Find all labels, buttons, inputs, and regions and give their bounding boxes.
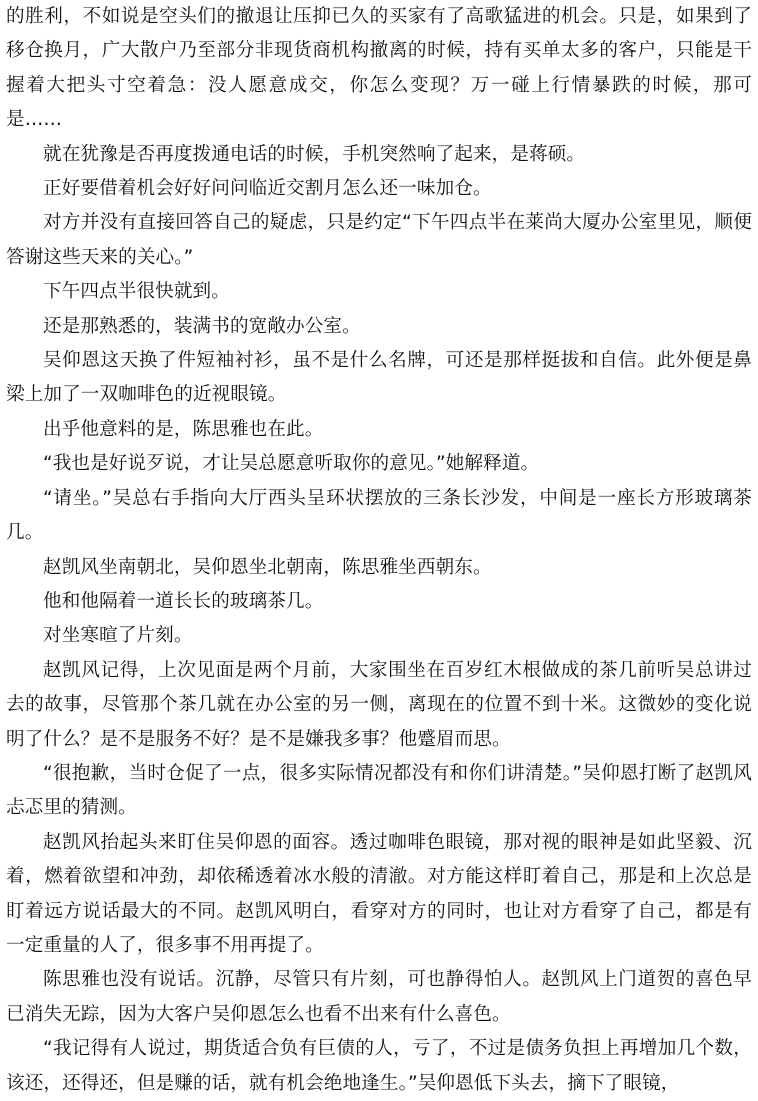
paragraph: 出乎他意料的是，陈思雅也在此。 <box>43 418 324 440</box>
body-text <box>6 0 752 1101</box>
paragraph: 赵凯风记得，上次见面是两个月前，大家围坐在百岁红木根做成的茶几前听吴总讲过去的故事，尽管那个茶几就在办公室的另一侧，离现在的位置不到十米。这微妙的变化说明了什么？是不是服务不好？是不是嫌我多事？他蹙眉而思。 <box>6 659 752 750</box>
paragraph: 陈思雅也没有说话。沉静，尽管只有片刻，可也静得怕人。赵凯风上门道贺的喜色早已消失无踪，因为大客户吴仰恩怎么也看不出来有什么喜色。 <box>6 969 752 1025</box>
paragraph: 就在犹豫是否再度拨通电话的时候，手机突然响了起来，是蒋硕。 <box>43 143 586 165</box>
paragraph: 赵凯风坐南朝北，吴仰恩坐北朝南，陈思雅坐西朝东。 <box>43 556 492 578</box>
paragraph: 对坐寒暄了片刻。 <box>43 625 193 647</box>
paragraph: 正好要借着机会好好问问临近交割月怎么还一味加仓。 <box>43 178 492 200</box>
paragraph: 还是那熟悉的，装满书的宽敞办公室。 <box>43 315 361 337</box>
paragraph: “请坐。”吴总右手指向大厅西头呈环状摆放的三条长沙发，中间是一座长方形玻璃茶几。 <box>6 487 752 544</box>
paragraph: “我也是好说歹说，才让吴总愿意听取你的意见。”她解释道。 <box>43 453 540 475</box>
paragraph: 他和他隔着一道长长的玻璃茶几。 <box>43 590 324 612</box>
paragraph: 吴仰恩这天换了件短袖衬衫，虽不是什么名牌，可还是那样挺拔和自信。此外便是鼻梁上加了一双咖啡色的近视眼镜。 <box>6 350 752 406</box>
paragraph: “我记得有人说过，期货适合负有巨债的人，亏了，不过是债务负担上再增加几个数，该还，还得还，但是赚的话，就有机会绝地逢生。”吴仰恩低下头去，摘下了眼镜， <box>6 1038 752 1094</box>
paragraph: 的胜利，不如说是空头们的撤退让压抑已久的买家有了高歌猛进的机会。只是，如果到了移仓换月，广大散户乃至部分非现货商机构撤离的时候，持有买单太多的客户，只能是干握着大把头寸空着急：没人愿意成交，你怎么变现？万一碰上行情暴跌的时候，那可是…… <box>6 6 752 131</box>
paragraph: 对方并没有直接回答自己的疑虑，只是约定“下午四点半在莱尚大厦办公室里见，顺便答谢这些天来的关心。” <box>6 212 752 268</box>
paragraph: “很抱歉，当时仓促了一点，很多实际情况都没有和你们讲清楚。”吴仰恩打断了赵凯风忐忑里的猜测。 <box>6 762 752 819</box>
paragraph: 赵凯风抬起头来盯住吴仰恩的面容。透过咖啡色眼镜，那对视的眼神是如此坚毅、沉着，燃着欲望和冲劲，却依稀透着冰水般的清澈。对方能这样盯着自己，那是和上次总是盯着远方说话最大的不同。赵凯风明白，看穿对方的同时，也让对方看穿了自己，都是有一定重量的人了，很多事不用再提了。 <box>6 831 752 956</box>
paragraph: 下午四点半很快就到。 <box>43 281 230 303</box>
